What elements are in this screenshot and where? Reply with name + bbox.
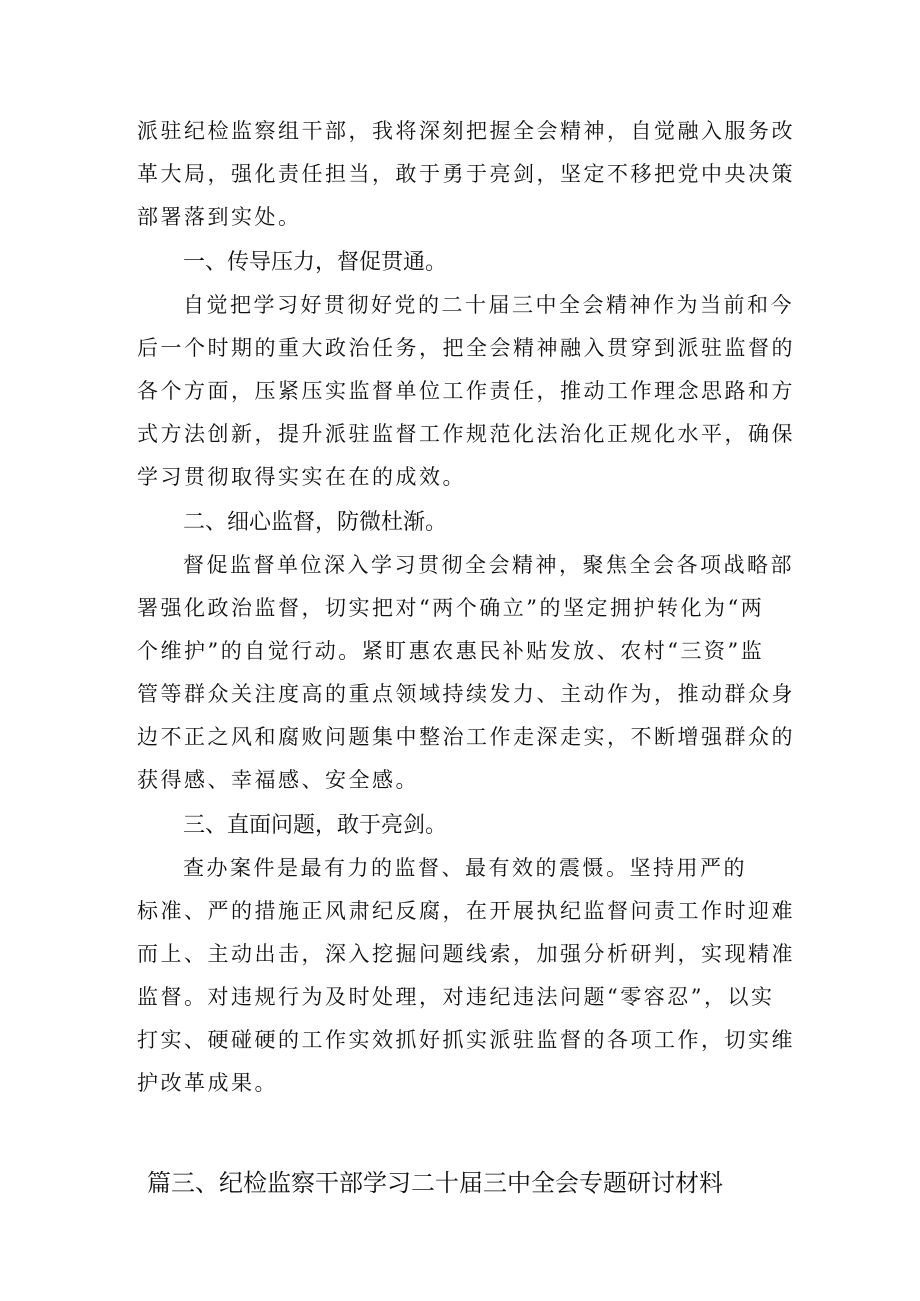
paragraph-line: 学习贯彻取得实实在在的成效。 xyxy=(137,465,466,489)
paragraph-line: 护改革成果。 xyxy=(137,1071,278,1095)
paragraph-line: 查办案件是最有力的监督、最有效的震慑。坚持用严的 xyxy=(183,856,747,880)
paragraph-line: 个维护”的自觉行动。紧盯惠农惠民补贴发放、农村“三资”监 xyxy=(137,639,765,663)
paragraph-line: 标准、严的措施正风肃纪反腐，在开展执纪监督问责工作时迎难 xyxy=(137,899,795,923)
section-heading: 一、传导压力，督促贯通。 xyxy=(183,250,448,275)
section-heading: 三、直面问题，敢于亮剑。 xyxy=(183,813,448,838)
section-heading: 二、细心监督，防微杜渐。 xyxy=(183,510,448,535)
paragraph-line: 自觉把学习好贯彻好党的二十届三中全会精神作为当前和今 xyxy=(183,293,794,317)
intro-line: 革大局，强化责任担当，敢于勇于亮剑，坚定不移把党中央决策 xyxy=(137,162,795,186)
paragraph-line: 署强化政治监督，切实把对“两个确立”的坚定拥护转化为“两 xyxy=(137,596,765,620)
paragraph-line: 管等群众关注度高的重点领域持续发力、主动作为，推动群众身 xyxy=(137,682,795,706)
paragraph-line: 获得感、幸福感、安全感。 xyxy=(137,768,419,792)
paragraph-line: 监督。对违规行为及时处理，对违纪违法问题“零容忍”，以实 xyxy=(137,985,775,1009)
paragraph-line: 后一个时期的重大政治任务，把全会精神融入贯穿到派驻监督的 xyxy=(137,336,795,360)
intro-line: 派驻纪检监察组干部，我将深刻把握全会精神，自觉融入服务改 xyxy=(137,119,795,143)
paragraph-line: 督促监督单位深入学习贯彻全会精神，聚焦全会各项战略部 xyxy=(183,553,794,577)
next-article-title: 篇三、纪检监察干部学习二十届三中全会专题研讨材料 xyxy=(147,1169,723,1197)
intro-line: 部署落到实处。 xyxy=(137,205,302,229)
paragraph-line: 而上、主动出击，深入挖掘问题线索，加强分析研判，实现精准 xyxy=(137,942,795,966)
paragraph-line: 边不正之风和腐败问题集中整治工作走深走实，不断增强群众的 xyxy=(137,725,795,749)
paragraph-line: 各个方面，压紧压实监督单位工作责任，推动工作理念思路和方 xyxy=(137,379,795,403)
paragraph-line: 式方法创新，提升派驻监督工作规范化法治化正规化水平，确保 xyxy=(137,422,795,446)
paragraph-line: 打实、硬碰硬的工作实效抓好抓实派驻监督的各项工作，切实维 xyxy=(137,1028,795,1052)
